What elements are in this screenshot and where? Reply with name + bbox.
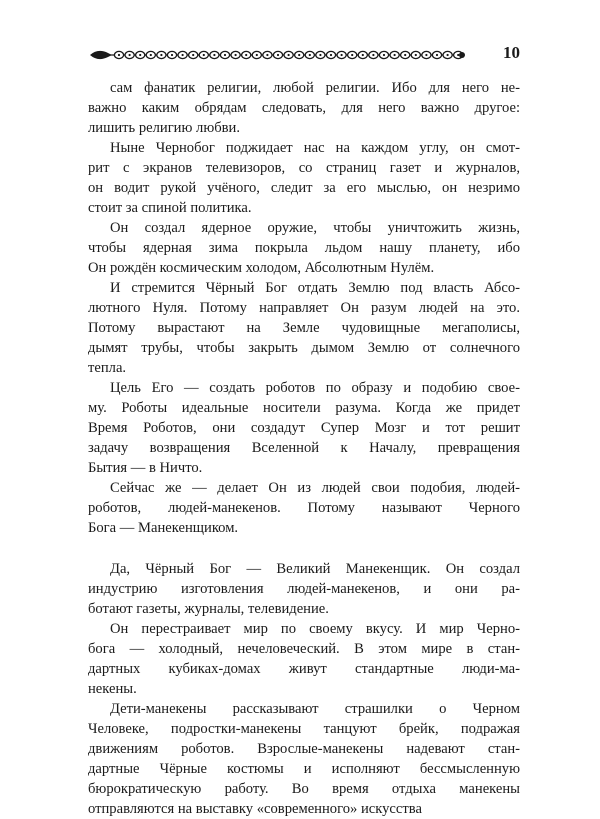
paragraph: [88, 78, 520, 138]
paragraph: [88, 478, 520, 538]
text-line: отправляются на выставку «современного» искусства: [88, 801, 422, 817]
text-line: стоит за спиной политика.: [88, 200, 252, 216]
text-line: Бога — Манекенщиком.: [88, 520, 239, 536]
text-line: лютного Нуля. Потому направляет Он разум людей на это.: [88, 300, 520, 316]
text-line: задачу возвращения Вселенной к Началу, превращения: [88, 440, 520, 456]
text-line: И стремится Чёрный Бог отдать Землю под власть Абсо-: [110, 280, 520, 296]
text-line: Цель Его — создать роботов по образу и подобию свое-: [110, 380, 520, 396]
text-line: Он рождён космическим холодом, Абсолютным Нулём.: [88, 260, 435, 276]
text-line: движениям роботов. Взрослые-манекены надевают стан-: [88, 741, 520, 757]
text-line: бога — холодный, нечеловеческий. В этом мире в стан-: [88, 641, 520, 657]
text-line: дартные Чёрные костюмы и исполняют бессмысленную: [88, 761, 520, 777]
text-line: Он создал ядерное оружие, чтобы уничтожить жизнь,: [110, 220, 520, 236]
paragraph: [88, 378, 520, 478]
text-line: тепла.: [88, 360, 127, 376]
text-line: бюрократическую работу. Во время отдыха манекены: [88, 781, 520, 797]
text-line: лишить религию любви.: [88, 120, 240, 136]
text-line: дартных кубиках-домах живут стандартные люди-ма-: [88, 661, 520, 677]
paragraph: [88, 619, 520, 699]
page-header: [88, 44, 520, 64]
text-line: рит с экранов телевизоров, со страниц газет и журналов,: [88, 160, 520, 176]
page-number: 10: [503, 43, 520, 62]
text-line: Время Роботов, они создадут Супер Мозг и тот решит: [88, 420, 520, 436]
paragraph: [88, 699, 520, 819]
text-line: му. Роботы идеальные носители разума. Когда же придет: [88, 400, 520, 416]
text-line: он водит рукой учёного, следит за его мыслью, он незримо: [88, 180, 520, 196]
chain-ornament-icon: [88, 49, 468, 61]
text-line: Дети-манекены рассказывают страшилки о Черном: [110, 701, 520, 717]
body-text: [88, 78, 520, 819]
text-line: индустрию изготовления людей-манекенов, и они ра-: [88, 581, 520, 597]
paragraph: [88, 138, 520, 218]
text-line: Он перестраивает мир по своему вкусу. И мир Черно-: [110, 621, 520, 637]
text-line: дымят трубы, чтобы закрыть дымом Землю от солнечного: [88, 340, 520, 356]
text-line: Ныне Чернобог поджидает нас на каждом углу, он смот-: [110, 140, 520, 156]
text-line: важно каким обрядам следовать, для него важно другое:: [88, 100, 520, 116]
text-line: роботов, людей-манекенов. Потому называют Черного: [88, 500, 520, 516]
text-line: Бытия — в Ничто.: [88, 460, 203, 476]
paragraph: [88, 559, 520, 619]
paragraph: [88, 218, 520, 278]
section-break: [88, 538, 520, 559]
text-line: некены.: [88, 681, 137, 697]
text-line: ботают газеты, журналы, телевидение.: [88, 601, 329, 617]
paragraph: [88, 278, 520, 378]
text-line: Человеке, подростки-манекены танцуют брейк, подражая: [88, 721, 520, 737]
text-line: чтобы ядерная зима покрыла льдом нашу планету, ибо: [88, 240, 520, 256]
text-line: Сейчас же — делает Он из людей свои подобия, людей-: [110, 480, 520, 496]
text-line: Да, Чёрный Бог — Великий Манекенщик. Он создал: [110, 561, 520, 577]
text-line: Потому вырастают на Земле чудовищные мегаполисы,: [88, 320, 520, 336]
text-line: сам фанатик религии, любой религии. Ибо для него не-: [110, 80, 520, 96]
